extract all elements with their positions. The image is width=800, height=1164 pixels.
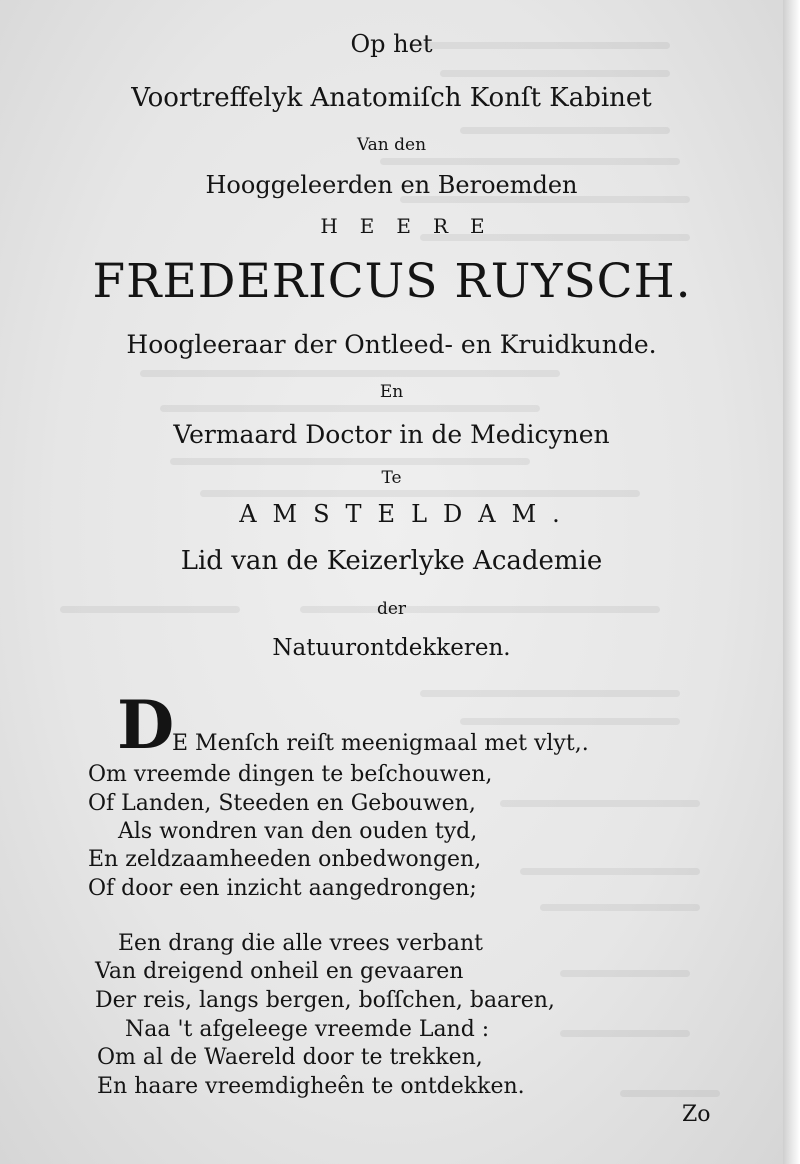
heading-city: AMSTELDAM.: [239, 500, 576, 528]
poem-line: Der reis, langs bergen, boſſchen, baaren,: [95, 988, 555, 1013]
heading-van-den: Van den: [356, 135, 427, 155]
heading-natuur: Natuurontdekkeren.: [272, 635, 511, 661]
heading-lid: Lid van de Keizerlyke Academie: [180, 546, 603, 576]
poem-line: Een drang die alle vrees verbant: [118, 931, 483, 956]
heading-title: Voortreffelyk Anatomiſch Konſt Kabinet: [131, 83, 652, 113]
heading-hooggeleerden: Hooggeleerden en Beroemden: [205, 171, 578, 199]
poem-line: Om al de Waereld door te trekken,: [97, 1045, 483, 1070]
heading-op-het: Op het: [350, 30, 433, 58]
poem-line: En zeldzaamheeden onbedwongen,: [88, 847, 482, 872]
heading-name: FREDERICUS RUYSCH.: [92, 254, 692, 309]
heading-der: der: [376, 599, 407, 619]
poem-line: Of door een inzicht aangedrongen;: [88, 876, 477, 901]
catchword: Zo: [682, 1102, 711, 1127]
poem-line: Om vreemde dingen te beſchouwen,: [88, 762, 493, 787]
heading-vermaard: Vermaard Doctor in de Medicynen: [173, 420, 610, 449]
page-edge: [783, 0, 800, 1164]
poem-line: Naa 't afgeleege vreemde Land :: [125, 1017, 490, 1042]
heading-te: Te: [381, 468, 402, 488]
poem-line: E Menſch reiſt meenigmaal met vlyt,.: [172, 731, 589, 756]
poem-line: Van dreigend onheil en gevaaren: [95, 959, 464, 984]
poem-line: Als wondren van den ouden tyd,: [118, 819, 478, 844]
heading-professor: Hoogleeraar der Ontleed- en Kruidkunde.: [126, 330, 657, 359]
poem-line: Of Landen, Steeden en Gebouwen,: [88, 791, 476, 816]
heading-en: En: [379, 382, 404, 402]
heading-heere: HEERE: [320, 214, 507, 238]
poem-drop-cap: D: [117, 686, 175, 764]
poem-line: En haare vreemdigheên te ontdekken.: [97, 1074, 525, 1099]
